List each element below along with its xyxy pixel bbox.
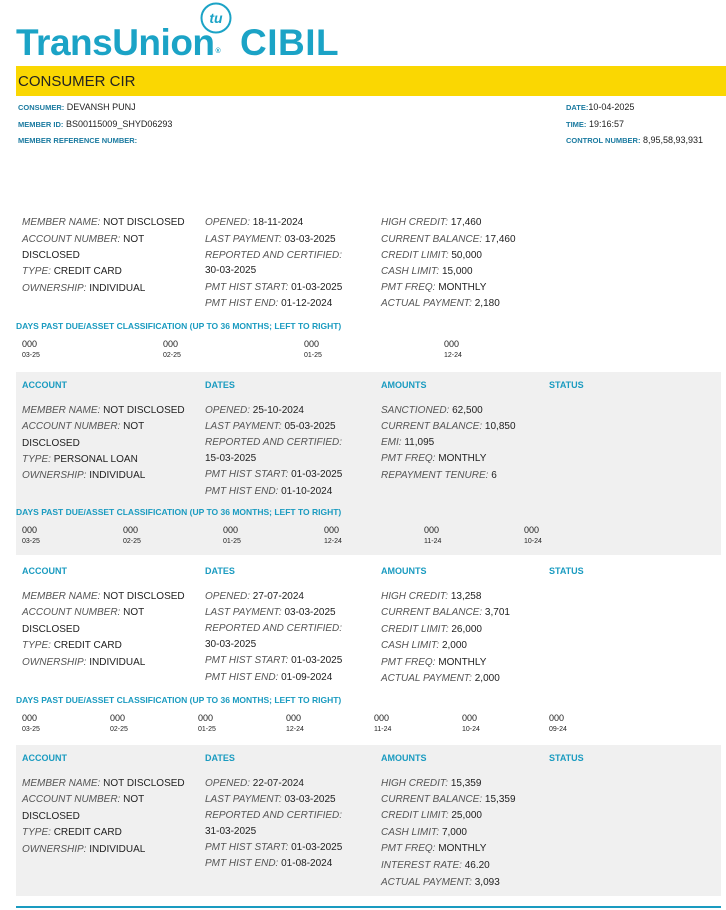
tu-circle-icon (200, 2, 232, 34)
pmt-hist-start: PMT HIST START: 01-03-2025 (205, 842, 343, 853)
tu-circle-letters: tu (209, 10, 223, 26)
account-number: ACCOUNT NUMBER: NOT (22, 234, 145, 245)
amount-line: PMT FREQ: MONTHLY (381, 282, 487, 293)
brand-name: TransUnion® (16, 22, 221, 63)
reported-label: REPORTED AND CERTIFIED: (205, 437, 343, 448)
col-header-dates: DATES (205, 753, 235, 763)
opened-date: OPENED: 25-10-2024 (205, 405, 304, 416)
amount-line: HIGH CREDIT: 17,460 (381, 217, 482, 228)
col-header-account: ACCOUNT (22, 380, 67, 390)
pmt-hist-start: PMT HIST START: 01-03-2025 (205, 282, 343, 293)
col-header-amounts: AMOUNTS (381, 566, 427, 576)
pmt-hist-end: PMT HIST END: 01-08-2024 (205, 858, 333, 869)
account-number-cont: DISCLOSED (22, 438, 80, 449)
report-title: CONSUMER CIR (18, 73, 136, 90)
date-line: DATE:10-04-2025 (566, 102, 635, 112)
dpd-cell: 000 01-25 (304, 339, 322, 359)
account-type: TYPE: PERSONAL LOAN (22, 454, 138, 465)
dpd-cell: 000 03-25 (22, 339, 40, 359)
account-type: TYPE: CREDIT CARD (22, 827, 122, 838)
dpd-cell: 000 12-24 (286, 713, 304, 733)
amount-line: CURRENT BALANCE: 3,701 (381, 607, 510, 618)
dpd-cell: 000 12-24 (324, 525, 342, 545)
amount-line: ACTUAL PAYMENT: 2,180 (381, 298, 500, 309)
reported-date: 30-03-2025 (205, 265, 257, 276)
member-ref-line: MEMBER REFERENCE NUMBER: (18, 136, 138, 145)
col-header-account: ACCOUNT (22, 753, 67, 763)
dpd-cell: 000 03-25 (22, 525, 40, 545)
reported-label: REPORTED AND CERTIFIED: (205, 810, 343, 821)
dpd-cell: 000 02-25 (110, 713, 128, 733)
amount-line: CREDIT LIMIT: 25,000 (381, 810, 482, 821)
account-type: TYPE: CREDIT CARD (22, 640, 122, 651)
account-number: ACCOUNT NUMBER: NOT (22, 607, 145, 618)
col-header-status: STATUS (549, 753, 584, 763)
amount-line: PMT FREQ: MONTHLY (381, 843, 487, 854)
last-payment-date: LAST PAYMENT: 03-03-2025 (205, 607, 336, 618)
member-name: MEMBER NAME: NOT DISCLOSED (22, 778, 185, 789)
amount-line: CASH LIMIT: 7,000 (381, 827, 467, 838)
dpd-cell: 000 03-25 (22, 713, 40, 733)
pmt-hist-start: PMT HIST START: 01-03-2025 (205, 469, 343, 480)
member-name: MEMBER NAME: NOT DISCLOSED (22, 591, 185, 602)
amount-line: HIGH CREDIT: 13,258 (381, 591, 482, 602)
amount-line: EMI: 11,095 (381, 437, 435, 448)
amount-line: CURRENT BALANCE: 17,460 (381, 234, 516, 245)
last-payment-date: LAST PAYMENT: 03-03-2025 (205, 234, 336, 245)
member-name: MEMBER NAME: NOT DISCLOSED (22, 217, 185, 228)
opened-date: OPENED: 18-11-2024 (205, 217, 304, 228)
dpd-cell: 000 10-24 (524, 525, 542, 545)
account-number: ACCOUNT NUMBER: NOT (22, 794, 145, 805)
consumer-line: CONSUMER: DEVANSH PUNJ (18, 102, 136, 112)
ownership: OWNERSHIP: INDIVIDUAL (22, 283, 146, 294)
amount-line: CURRENT BALANCE: 15,359 (381, 794, 516, 805)
col-header-dates: DATES (205, 566, 235, 576)
amount-line: CASH LIMIT: 15,000 (381, 266, 473, 277)
account-number-cont: DISCLOSED (22, 250, 80, 261)
last-payment-date: LAST PAYMENT: 03-03-2025 (205, 794, 336, 805)
amount-line: PMT FREQ: MONTHLY (381, 657, 487, 668)
col-header-status: STATUS (549, 380, 584, 390)
amount-line: HIGH CREDIT: 15,359 (381, 778, 482, 789)
brand-suffix: CIBIL (240, 22, 340, 63)
registered-mark: ® (215, 48, 221, 55)
amount-line: INTEREST RATE: 46.20 (381, 860, 490, 871)
amount-line: CREDIT LIMIT: 50,000 (381, 250, 482, 261)
reported-date: 15-03-2025 (205, 453, 257, 464)
dpd-cell: 000 11-24 (424, 525, 442, 545)
col-header-amounts: AMOUNTS (381, 380, 427, 390)
account-number: ACCOUNT NUMBER: NOT (22, 421, 145, 432)
dpd-cell: 000 12-24 (444, 339, 462, 359)
amount-line: CURRENT BALANCE: 10,850 (381, 421, 516, 432)
member-name: MEMBER NAME: NOT DISCLOSED (22, 405, 185, 416)
member-id-line: MEMBER ID: BS00115009_SHYD06293 (18, 119, 173, 129)
col-header-dates: DATES (205, 380, 235, 390)
dpd-cell: 000 02-25 (123, 525, 141, 545)
account-type: TYPE: CREDIT CARD (22, 266, 122, 277)
pmt-hist-end: PMT HIST END: 01-09-2024 (205, 672, 333, 683)
amount-line: ACTUAL PAYMENT: 3,093 (381, 877, 500, 888)
reported-date: 30-03-2025 (205, 639, 257, 650)
ownership: OWNERSHIP: INDIVIDUAL (22, 844, 146, 855)
dpd-heading: DAYS PAST DUE/ASSET CLASSIFICATION (UP TO 36 MONTHS; LEFT TO RIGHT) (16, 507, 342, 517)
dpd-cell: 000 01-25 (223, 525, 241, 545)
reported-label: REPORTED AND CERTIFIED: (205, 623, 343, 634)
account-block-4 (16, 745, 721, 896)
dpd-cell: 000 09-24 (549, 713, 567, 733)
ownership: OWNERSHIP: INDIVIDUAL (22, 657, 146, 668)
account-number-cont: DISCLOSED (22, 811, 80, 822)
col-header-status: STATUS (549, 566, 584, 576)
footer-divider (16, 906, 721, 908)
amount-line: SANCTIONED: 62,500 (381, 405, 483, 416)
dpd-cell: 000 10-24 (462, 713, 480, 733)
account-number-cont: DISCLOSED (22, 624, 80, 635)
dpd-heading: DAYS PAST DUE/ASSET CLASSIFICATION (UP TO 36 MONTHS; LEFT TO RIGHT) (16, 321, 342, 331)
col-header-account: ACCOUNT (22, 566, 67, 576)
reported-date: 31-03-2025 (205, 826, 257, 837)
last-payment-date: LAST PAYMENT: 05-03-2025 (205, 421, 336, 432)
dpd-cell: 000 11-24 (374, 713, 392, 733)
dpd-cell: 000 02-25 (163, 339, 181, 359)
opened-date: OPENED: 27-07-2024 (205, 591, 304, 602)
ownership: OWNERSHIP: INDIVIDUAL (22, 470, 146, 481)
amount-line: REPAYMENT TENURE: 6 (381, 470, 497, 481)
pmt-hist-end: PMT HIST END: 01-12-2024 (205, 298, 333, 309)
report-title-banner (16, 66, 726, 96)
reported-label: REPORTED AND CERTIFIED: (205, 250, 343, 261)
time-line: TIME: 19:16:57 (566, 119, 624, 129)
transunion-cibil-logo (16, 2, 356, 63)
opened-date: OPENED: 22-07-2024 (205, 778, 304, 789)
control-number-line: CONTROL NUMBER: 8,95,58,93,931 (566, 135, 704, 145)
amount-line: CASH LIMIT: 2,000 (381, 640, 467, 651)
dpd-heading: DAYS PAST DUE/ASSET CLASSIFICATION (UP TO 36 MONTHS; LEFT TO RIGHT) (16, 695, 342, 705)
amount-line: PMT FREQ: MONTHLY (381, 453, 487, 464)
amount-line: CREDIT LIMIT: 26,000 (381, 624, 482, 635)
dpd-cell: 000 01-25 (198, 713, 216, 733)
pmt-hist-start: PMT HIST START: 01-03-2025 (205, 655, 343, 666)
amount-line: ACTUAL PAYMENT: 2,000 (381, 673, 500, 684)
pmt-hist-end: PMT HIST END: 01-10-2024 (205, 486, 333, 497)
col-header-amounts: AMOUNTS (381, 753, 427, 763)
